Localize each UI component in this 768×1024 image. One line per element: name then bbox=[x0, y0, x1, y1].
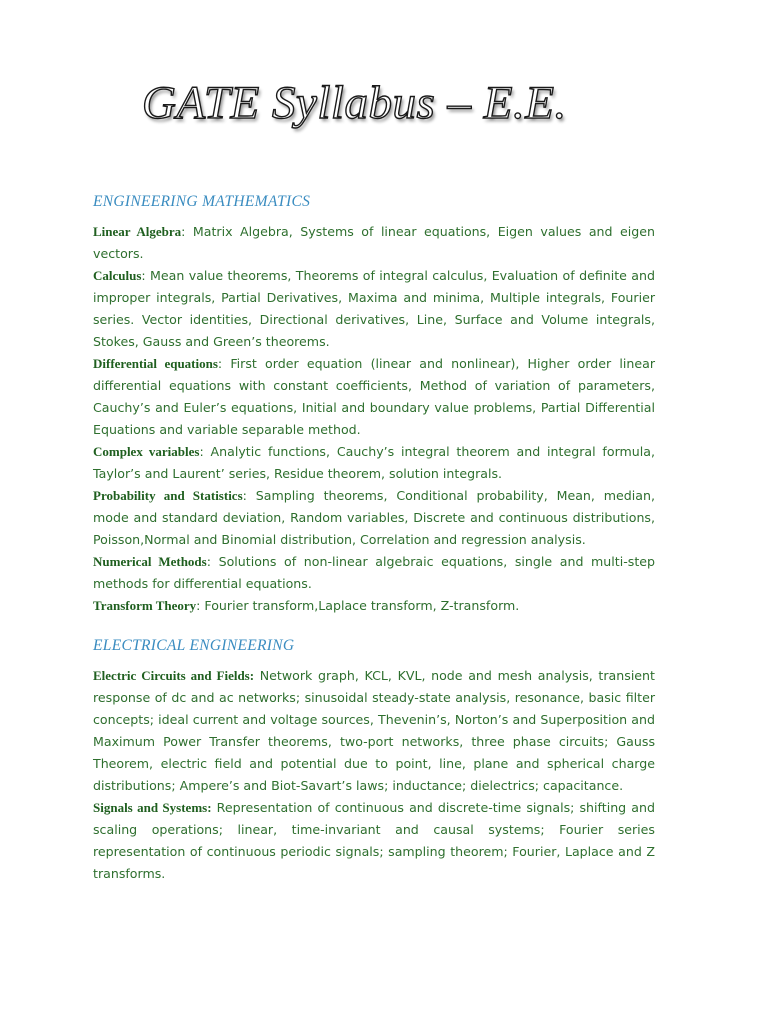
topic-linear-algebra bbox=[93, 221, 655, 265]
topic-calculus bbox=[93, 265, 655, 353]
topic-term: Calculus bbox=[93, 268, 142, 283]
topic-text: Solutions of non-linear algebraic equations, single and multi-step methods for differential equations. bbox=[93, 554, 656, 591]
topic-term: Transform Theory bbox=[93, 598, 197, 613]
page-title: GATE Syllabus – E.E. bbox=[142, 77, 567, 129]
topic-probability-and-statistics bbox=[93, 485, 655, 551]
topic-text: Representation of continuous and discrete-time signals; shifting and scaling operations; linear, time-invariant and causal systems; Fourier series representation of continuous periodic signals; sampling theorem; Fourier, Laplace and Z transforms. bbox=[93, 800, 655, 881]
topic-text: First order equation (linear and nonlinear), Higher order linear differential equations with constant coefficients, Method of variation of parameters, Cauchy’s and Euler’s equations, Initial and boundary value problems, Partial Differential Equations and variable separable method. bbox=[93, 356, 656, 437]
section-heading-engineering-mathematics: ENGINEERING MATHEMATICS bbox=[93, 193, 311, 210]
topic-text: Mean value theorems, Theorems of integral calculus, Evaluation of definite and improper integrals, Partial Derivatives, Maxima and minima, Multiple integrals, Fourier series. Vector identities, Directional derivatives, Line, Surface and Volume integrals, Stokes, Gauss and Green’s theorems. bbox=[93, 268, 655, 349]
topic-text: Matrix Algebra, Systems of linear equations, Eigen values and eigen vectors. bbox=[93, 224, 655, 261]
topic-text: Analytic functions, Cauchy’s integral theorem and integral formula, Taylor’s and Laurent’ series, Residue theorem, solution integrals. bbox=[93, 444, 655, 481]
topic-complex-variables bbox=[93, 441, 655, 485]
topic-separator: : bbox=[217, 356, 231, 371]
topic-term: Probability and Statistics bbox=[93, 488, 243, 503]
topic-separator: : bbox=[242, 488, 256, 503]
topic-separator: : bbox=[141, 268, 151, 283]
topic-text: Fourier transform,Laplace transform, Z-transform. bbox=[204, 598, 520, 613]
topic-term: Electric Circuits and Fields: bbox=[93, 668, 255, 683]
topic-separator: : bbox=[199, 444, 211, 459]
topic-term: Complex variables bbox=[93, 444, 200, 459]
topic-signals-and-systems bbox=[93, 797, 655, 885]
topic-transform-theory bbox=[93, 595, 655, 617]
topic-separator: : bbox=[196, 598, 205, 613]
topic-term: Linear Algebra bbox=[93, 224, 182, 239]
topic-separator: : bbox=[206, 554, 219, 569]
topic-numerical-methods bbox=[93, 551, 655, 595]
topic-term: Differential equations bbox=[93, 356, 218, 371]
topic-electric-circuits-and-fields bbox=[93, 665, 655, 797]
topic-differential-equations bbox=[93, 353, 655, 441]
topic-separator: : bbox=[181, 224, 193, 239]
document-body bbox=[93, 193, 655, 885]
section-heading-electrical-engineering: ELECTRICAL ENGINEERING bbox=[93, 637, 295, 654]
topic-term: Signals and Systems: bbox=[93, 800, 212, 815]
topic-text: Network graph, KCL, KVL, node and mesh analysis, transient response of dc and ac networks; sinusoidal steady-state analysis, resonance, basic filter concepts; ideal current and voltage sources, Thevenin’s, Norton’s and Superposition and Maximum Power Transfer theorems, two-port networks, three phase circuits; Gauss Theorem, electric field and potential due to point, line, plane and spherical charge distributions; Ampere’s and Biot-Savart’s laws; inductance; dielectrics; capacitance. bbox=[93, 668, 655, 793]
topic-term: Numerical Methods bbox=[93, 554, 207, 569]
topic-text: Sampling theorems, Conditional probability, Mean, median, mode and standard deviation, Random variables, Discrete and continuous distributions, Poisson,Normal and Binomial distribution, Correlation and regression analysis. bbox=[93, 488, 655, 547]
